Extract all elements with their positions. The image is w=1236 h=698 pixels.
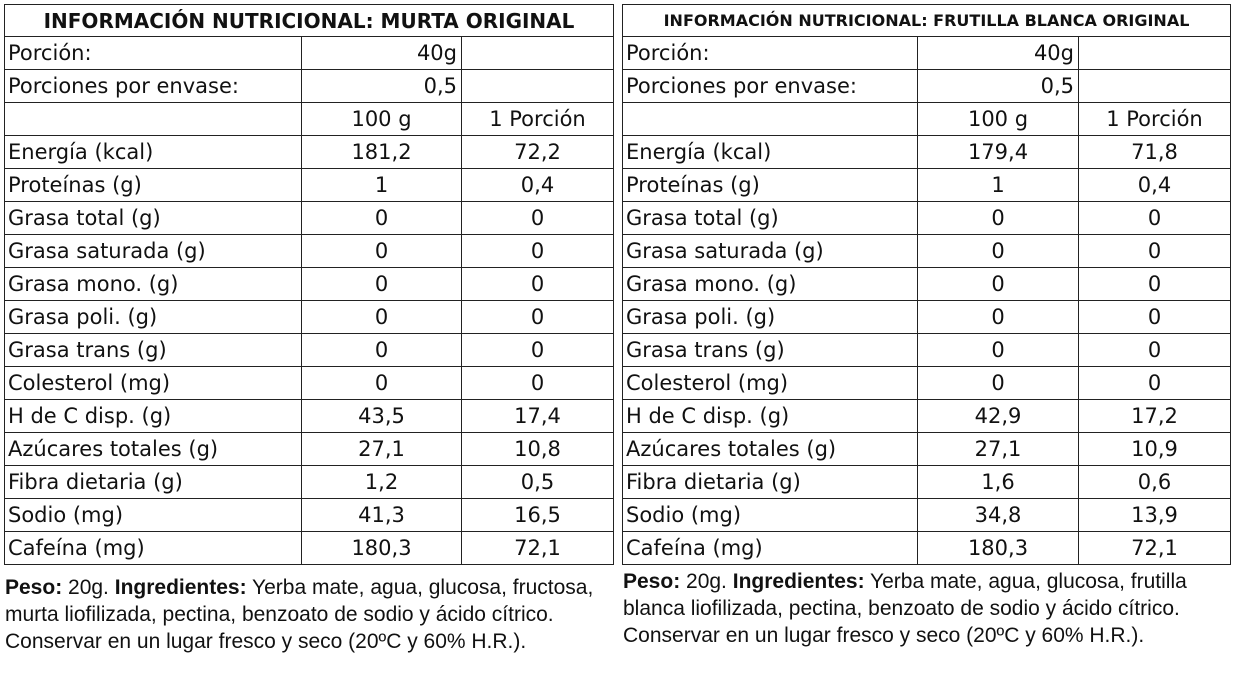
- nutrient-label: Colesterol (mg): [623, 367, 918, 400]
- table-row: [5, 268, 614, 301]
- nutrient-label: Grasa total (g): [623, 202, 918, 235]
- table-row: [5, 136, 614, 169]
- value-portion: 0: [1079, 202, 1231, 235]
- ingredientes-label: Ingredientes:: [114, 576, 247, 599]
- table-row: [5, 301, 614, 334]
- porciones-value: 0,5: [302, 70, 462, 103]
- value-100g: 180,3: [918, 532, 1079, 565]
- table-row: [623, 202, 1231, 235]
- value-portion: 17,2: [1079, 400, 1231, 433]
- peso-label: Peso:: [5, 576, 63, 599]
- value-100g: 27,1: [302, 433, 462, 466]
- nutrient-label: Fibra dietaria (g): [5, 466, 302, 499]
- porcion-label: Porción:: [623, 37, 918, 70]
- value-100g: 43,5: [302, 400, 462, 433]
- value-100g: 0: [918, 301, 1079, 334]
- table-row: [5, 433, 614, 466]
- value-100g: 27,1: [918, 433, 1079, 466]
- value-100g: 0: [918, 334, 1079, 367]
- value-100g: 0: [302, 268, 462, 301]
- col-header-portion: 1 Porción: [1079, 103, 1231, 136]
- nutrient-label: Cafeína (mg): [623, 532, 918, 565]
- porciones-label: Porciones por envase:: [5, 70, 302, 103]
- value-portion: 10,8: [462, 433, 614, 466]
- value-100g: 0: [918, 367, 1079, 400]
- nutrient-label: Grasa total (g): [5, 202, 302, 235]
- value-portion: 0: [1079, 268, 1231, 301]
- nutrient-label: Proteínas (g): [5, 169, 302, 202]
- nutrient-label: Grasa trans (g): [623, 334, 918, 367]
- value-portion: 0: [1079, 334, 1231, 367]
- value-100g: 1,6: [918, 466, 1079, 499]
- value-100g: 180,3: [302, 532, 462, 565]
- porciones-value: 0,5: [918, 70, 1079, 103]
- table-row: [623, 136, 1231, 169]
- nutrient-label: Grasa mono. (g): [5, 268, 302, 301]
- value-portion: 0: [462, 334, 614, 367]
- ingredientes-value: Yerba mate, agua, glucosa, frutilla blanca liofilizada, pectina, benzoato de sodio y ácido cítrico. Conservar en un lugar fresco y seco (20ºC y 60% H.R.).: [623, 570, 1187, 647]
- value-portion: 0: [1079, 301, 1231, 334]
- table-row: [623, 301, 1231, 334]
- value-portion: 0: [462, 235, 614, 268]
- porcion-value: 40g: [918, 37, 1079, 70]
- value-100g: 34,8: [918, 499, 1079, 532]
- table-row: [5, 466, 614, 499]
- value-100g: 0: [918, 202, 1079, 235]
- murta-panel: [4, 4, 614, 655]
- value-100g: 41,3: [302, 499, 462, 532]
- nutrient-label: Azúcares totales (g): [5, 433, 302, 466]
- value-100g: 0: [302, 235, 462, 268]
- porcion-label: Porción:: [5, 37, 302, 70]
- table-row: [5, 400, 614, 433]
- value-100g: 1,2: [302, 466, 462, 499]
- table-row: [623, 169, 1231, 202]
- value-100g: 0: [302, 367, 462, 400]
- table-row: [623, 268, 1231, 301]
- nutrient-label: Proteínas (g): [623, 169, 918, 202]
- porciones-label: Porciones por envase:: [623, 70, 918, 103]
- peso-value: 20g.: [62, 576, 115, 599]
- value-100g: 1: [918, 169, 1079, 202]
- value-portion: 0: [462, 268, 614, 301]
- nutrient-label: Fibra dietaria (g): [623, 466, 918, 499]
- col-header-portion: 1 Porción: [462, 103, 614, 136]
- value-100g: 0: [302, 301, 462, 334]
- col-header-100g: 100 g: [302, 103, 462, 136]
- table-title: INFORMACIÓN NUTRICIONAL: FRUTILLA BLANCA ORIGINAL: [623, 5, 1231, 37]
- table-row: [623, 532, 1231, 565]
- nutrient-label: H de C disp. (g): [5, 400, 302, 433]
- nutrient-label: Energía (kcal): [5, 136, 302, 169]
- nutrient-label: Grasa poli. (g): [5, 301, 302, 334]
- value-100g: 0: [918, 268, 1079, 301]
- table-row: [623, 367, 1231, 400]
- ingredients-text: [4, 574, 614, 655]
- value-portion: 72,1: [1079, 532, 1231, 565]
- value-portion: 0,5: [462, 466, 614, 499]
- peso-value: 20g.: [680, 570, 733, 593]
- peso-label: Peso:: [623, 570, 681, 593]
- nutrient-label: H de C disp. (g): [623, 400, 918, 433]
- value-portion: 0: [1079, 235, 1231, 268]
- nutrient-label: Colesterol (mg): [5, 367, 302, 400]
- ingredientes-label: Ingredientes:: [732, 570, 865, 593]
- value-portion: 0: [1079, 367, 1231, 400]
- nutrient-label: Grasa poli. (g): [623, 301, 918, 334]
- value-portion: 0: [462, 202, 614, 235]
- value-100g: 179,4: [918, 136, 1079, 169]
- porcion-value: 40g: [302, 37, 462, 70]
- nutrition-table-frutilla: [622, 4, 1231, 565]
- nutrient-label: Energía (kcal): [623, 136, 918, 169]
- value-portion: 0: [462, 367, 614, 400]
- table-row: [5, 367, 614, 400]
- table-row: [623, 400, 1231, 433]
- table-row: [623, 433, 1231, 466]
- table-row: [623, 499, 1231, 532]
- value-portion: 16,5: [462, 499, 614, 532]
- nutrient-label: Grasa trans (g): [5, 334, 302, 367]
- value-portion: 10,9: [1079, 433, 1231, 466]
- value-100g: 1: [302, 169, 462, 202]
- table-row: [5, 499, 614, 532]
- table-row: [5, 235, 614, 268]
- nutrient-label: Grasa saturada (g): [623, 235, 918, 268]
- value-portion: 72,2: [462, 136, 614, 169]
- nutrient-label: Sodio (mg): [5, 499, 302, 532]
- value-portion: 13,9: [1079, 499, 1231, 532]
- value-100g: 42,9: [918, 400, 1079, 433]
- ingredients-text: [622, 568, 1231, 649]
- col-header-100g: 100 g: [918, 103, 1079, 136]
- value-portion: 0: [462, 301, 614, 334]
- table-row: [623, 334, 1231, 367]
- value-100g: 0: [918, 235, 1079, 268]
- nutrient-label: Sodio (mg): [623, 499, 918, 532]
- value-portion: 71,8: [1079, 136, 1231, 169]
- nutrient-label: Azúcares totales (g): [623, 433, 918, 466]
- nutrient-label: Grasa saturada (g): [5, 235, 302, 268]
- table-title: INFORMACIÓN NUTRICIONAL: MURTA ORIGINAL: [5, 5, 614, 37]
- table-row: [5, 169, 614, 202]
- value-portion: 0,4: [1079, 169, 1231, 202]
- table-row: [5, 334, 614, 367]
- value-100g: 181,2: [302, 136, 462, 169]
- nutrition-table-murta: [4, 4, 614, 565]
- table-row: [5, 202, 614, 235]
- nutrient-label: Grasa mono. (g): [623, 268, 918, 301]
- ingredientes-value: Yerba mate, agua, glucosa, fructosa, murta liofilizada, pectina, benzoato de sodio y ácido cítrico. Conservar en un lugar fresco y seco (20ºC y 60% H.R.).: [5, 576, 594, 653]
- value-portion: 0,4: [462, 169, 614, 202]
- table-row: [623, 466, 1231, 499]
- value-100g: 0: [302, 334, 462, 367]
- value-portion: 72,1: [462, 532, 614, 565]
- frutilla-panel: [622, 4, 1231, 649]
- value-100g: 0: [302, 202, 462, 235]
- nutrient-label: Cafeína (mg): [5, 532, 302, 565]
- table-row: [5, 532, 614, 565]
- value-portion: 17,4: [462, 400, 614, 433]
- table-row: [623, 235, 1231, 268]
- value-portion: 0,6: [1079, 466, 1231, 499]
